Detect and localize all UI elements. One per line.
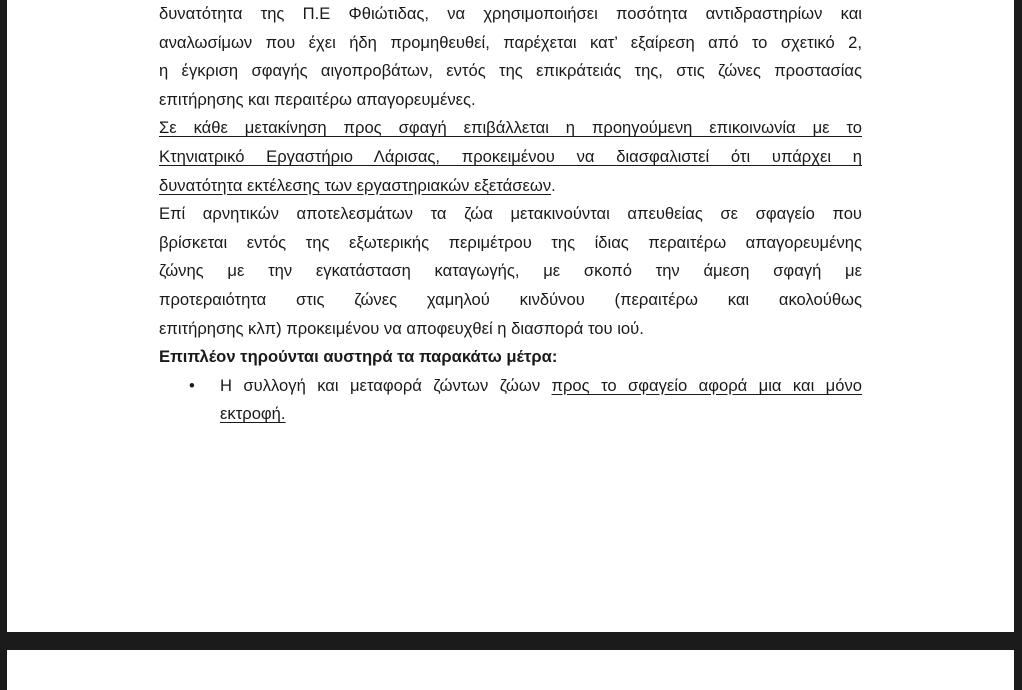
measures-heading: Επιπλέον τηρούνται αυστηρά τα παρακάτω μέτρα: [159,347,558,367]
bullet-list [159,372,862,429]
period: . [551,175,556,195]
bullet-icon: • [189,375,195,395]
text-line: επιτήρησης κλπ) προκειμένου να αποφευχθεί η διασπορά του ιού. [159,318,644,338]
document-body [159,0,862,429]
text-line: η έγκριση σφαγής αιγοπροβάτων, εντός της επικράτειάς της, στις ζώνες προστασίας [159,61,862,81]
list-item-continuation [159,400,862,429]
document-page [7,0,1014,632]
text-line: ζώνης με την εγκατάσταση καταγωγής, με σκοπό την άμεση σφαγή με [159,261,862,281]
text-line: Σε κάθε μετακίνηση προς σφαγή επιβάλλεται η προηγούμενη επικοινωνία με το [159,118,862,138]
text-line: προτεραιότητα στις ζώνες χαμηλού κινδύνου (περαιτέρω και ακολούθως [159,289,862,309]
list-item [159,372,862,401]
text-line: Επί αρνητικών αποτελεσμάτων τα ζώα μετακινούνται απευθείας σε σφαγείο που [159,204,862,224]
text-line: αναλωσίμων που έχει ήδη προμηθευθεί, παρέχεται κατ’ εξαίρεση από το σχετικό 2, [159,32,862,52]
underlined-text: προς το σφαγείο αφορά μια και μόνο [551,375,862,395]
paragraph-negative-results [159,200,862,343]
underlined-text: δυνατότητα εκτέλεσης των εργαστηριακών εξετάσεων [159,175,552,195]
underlined-text: εκτροφή. [220,404,286,424]
text-line: δυνατότητα της Π.Ε Φθιώτιδας, να χρησιμοποιήσει ποσότητα αντιδραστηρίων και [159,4,862,23]
text-line [159,172,862,201]
list-item-text: Η συλλογή και μεταφορά ζώντων ζώων [220,375,552,395]
next-document-page [7,650,1014,690]
paragraph-lab-communication [159,114,862,200]
text-line: επιτήρησης και περαιτέρω απαγορευμένες. [159,89,476,109]
text-line: Κτηνιατρικό Εργαστήριο Λάρισας, προκειμένου να διασφαλιστεί ότι υπάρχει η [159,146,862,166]
paragraph-slaughter-approval [159,0,862,114]
text-line: βρίσκεται εντός της εξωτερικής περιμέτρου της ίδιας περαιτέρω απαγορευμένης [159,232,862,252]
